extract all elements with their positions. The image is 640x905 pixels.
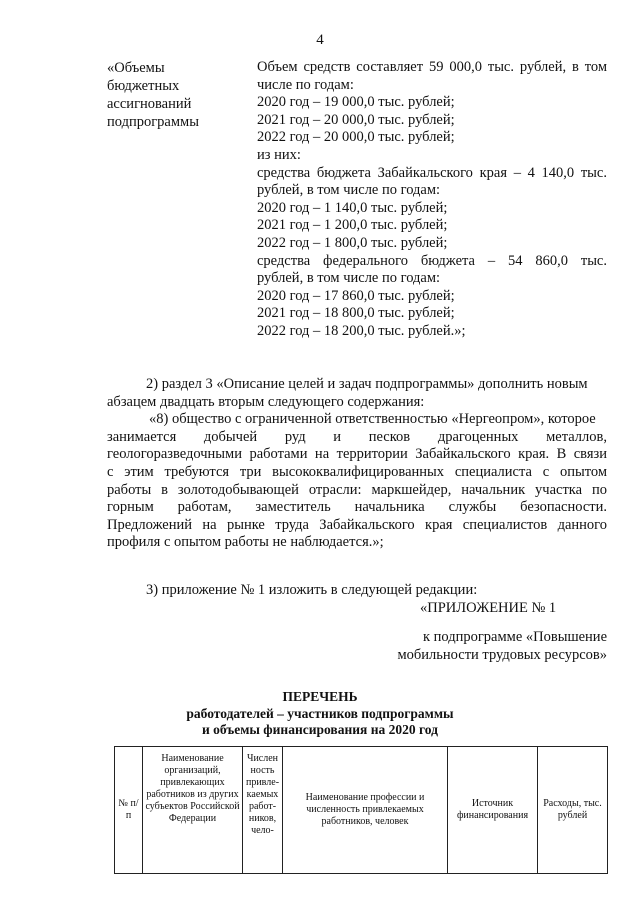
col-header-organization: Наименование организаций, привлекающих работников из других субъектов Российской Федерации xyxy=(143,747,243,874)
volumes-value xyxy=(257,59,607,341)
col-header-expenses: Расходы, тыс. рублей xyxy=(538,747,608,874)
appendix-subtitle xyxy=(385,628,607,664)
volumes-value-line: 2022 год – 18 200,0 тыс. рублей.»; xyxy=(257,322,466,339)
paragraph-line: с этим требуются три высококвалифицированных специалиста с опытом xyxy=(107,463,607,480)
paragraph-line: геологоразведочными работами на территории Забайкальского края. В связи xyxy=(107,446,607,463)
volumes-value-line: 2020 год – 19 000,0 тыс. рублей; xyxy=(257,94,455,111)
paragraph-line: «8) общество с ограниченной ответственностью «Нергеопром», которое xyxy=(149,411,596,428)
list-title: ПЕРЕЧЕНЬ xyxy=(282,689,358,704)
volumes-value-line: средства бюджета Забайкальского края – 4 140,0 тыс. xyxy=(257,164,607,181)
appendix-title: «ПРИЛОЖЕНИЕ № 1 xyxy=(420,600,557,616)
paragraph-line: занимается добычей руд и песков драгоценных металлов, xyxy=(107,428,607,445)
list-subtitle-line: работодателей – участников подпрограммы xyxy=(186,706,454,721)
list-subtitle-line: и объемы финансирования на 2020 год xyxy=(202,722,438,737)
appendix-subtitle-line: мобильности трудовых ресурсов» xyxy=(397,647,607,663)
volumes-label-line: «Объемы xyxy=(107,60,165,76)
volumes-value-line: 2020 год – 17 860,0 тыс. рублей; xyxy=(257,287,455,304)
volumes-label-line: бюджетных xyxy=(107,78,180,94)
paragraph-line: 2) раздел 3 «Описание целей и задач подпрограммы» дополнить новым xyxy=(146,376,588,392)
volumes-label-line: подпрограммы xyxy=(107,114,199,130)
paragraph-line: 3) приложение № 1 изложить в следующей редакции: xyxy=(146,582,478,598)
col-header-number: № п/п xyxy=(115,747,143,874)
paragraph-line: профиля с опытом работы не наблюдается.»; xyxy=(107,534,384,551)
section-2-paragraph xyxy=(107,376,607,552)
volumes-value-line: рублей, в том числе по годам: xyxy=(257,270,441,287)
employers-table xyxy=(114,746,608,874)
volumes-value-line: из них: xyxy=(257,146,301,163)
volumes-value-line: средства федерального бюджета – 54 860,0 тыс. xyxy=(257,252,607,269)
volumes-value-line: 2021 год – 1 200,0 тыс. рублей; xyxy=(257,217,448,234)
volumes-value-line: 2021 год – 18 800,0 тыс. рублей; xyxy=(257,305,455,322)
table-header-row xyxy=(115,747,608,874)
volumes-value-line: 2022 год – 20 000,0 тыс. рублей; xyxy=(257,129,455,146)
volumes-label-line: ассигнований xyxy=(107,96,192,112)
section-3-paragraph xyxy=(107,582,607,600)
volumes-value-line: 2021 год – 20 000,0 тыс. рублей; xyxy=(257,111,455,128)
col-header-funding-source: Источник финансирования xyxy=(448,747,538,874)
volumes-value-line: числе по годам: xyxy=(257,76,354,93)
page-number: 4 xyxy=(316,32,324,48)
paragraph-line: работы в золотодобывающей отрасли: маркшейдер, начальник участка по xyxy=(107,481,607,498)
appendix-subtitle-line: к подпрограмме «Повышение xyxy=(422,629,607,645)
volumes-value-line: рублей, в том числе по годам: xyxy=(257,182,441,199)
volumes-value-line: 2020 год – 1 140,0 тыс. рублей; xyxy=(257,199,448,216)
paragraph-line: горным работам, заместитель начальника службы безопасности. xyxy=(107,499,607,516)
volumes-value-line: 2022 год – 1 800,0 тыс. рублей; xyxy=(257,234,448,251)
paragraph-line: абзацем двадцать вторым следующего содержания: xyxy=(107,393,425,410)
volumes-label xyxy=(107,59,199,131)
col-header-profession: Наименование профессии и численность привлекаемых работников, человек xyxy=(283,747,448,874)
paragraph-line: Предложений на рынке труда Забайкальского края специалистов данного xyxy=(107,516,607,533)
volumes-value-line: Объем средств составляет 59 000,0 тыс. рублей, в том xyxy=(257,59,607,75)
col-header-headcount: Числен ность привле-каемых работ-ников, чело- xyxy=(243,747,283,874)
